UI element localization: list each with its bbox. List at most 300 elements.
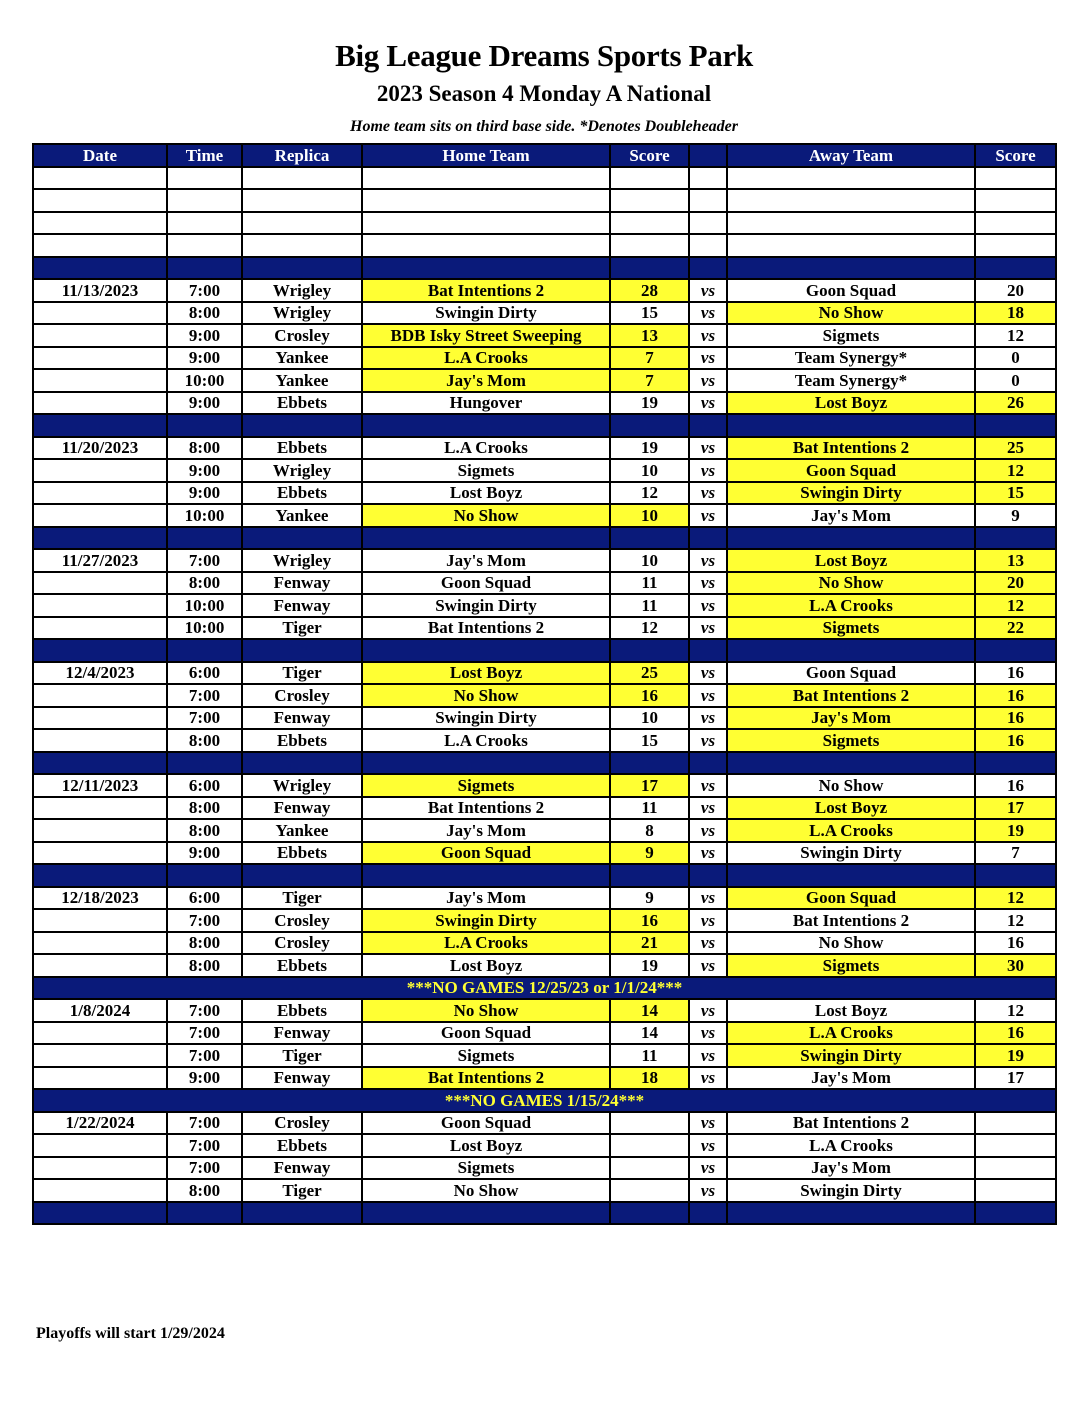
away-team: Sigmets	[727, 617, 975, 640]
empty-cell	[242, 257, 362, 280]
empty-cell	[33, 1202, 167, 1225]
empty-cell	[975, 414, 1056, 437]
game-date	[33, 1044, 167, 1067]
away-score: 16	[975, 684, 1056, 707]
home-score: 15	[610, 729, 689, 752]
game-row	[33, 1134, 1056, 1157]
game-replica-field: Wrigley	[242, 279, 362, 302]
game-replica-field: Fenway	[242, 797, 362, 820]
home-score: 7	[610, 347, 689, 370]
home-score: 16	[610, 909, 689, 932]
away-team: Lost Boyz	[727, 797, 975, 820]
empty-cell	[975, 257, 1056, 280]
empty-cell	[362, 189, 610, 212]
vs-label: vs	[689, 774, 727, 797]
game-time: 7:00	[167, 1044, 242, 1067]
separator-row	[33, 1202, 1056, 1225]
no-games-banner: ***NO GAMES 1/15/24***	[33, 1089, 1056, 1112]
game-row	[33, 392, 1056, 415]
game-date: 11/20/2023	[33, 437, 167, 460]
game-time: 7:00	[167, 1157, 242, 1180]
empty-cell	[33, 527, 167, 550]
game-time: 8:00	[167, 954, 242, 977]
empty-cell	[610, 639, 689, 662]
empty-cell	[689, 257, 727, 280]
empty-cell	[689, 189, 727, 212]
separator-row	[33, 639, 1056, 662]
game-date	[33, 707, 167, 730]
empty-cell	[242, 212, 362, 235]
away-team: Sigmets	[727, 729, 975, 752]
vs-label: vs	[689, 572, 727, 595]
away-team: L.A Crooks	[727, 819, 975, 842]
empty-cell	[610, 167, 689, 190]
home-score: 21	[610, 932, 689, 955]
game-date	[33, 842, 167, 865]
no-games-banner-row	[33, 977, 1056, 1000]
home-team: L.A Crooks	[362, 437, 610, 460]
vs-label: vs	[689, 504, 727, 527]
game-row	[33, 437, 1056, 460]
vs-label: vs	[689, 1044, 727, 1067]
away-team: Jay's Mom	[727, 1067, 975, 1090]
away-score	[975, 1134, 1056, 1157]
page-subtitle: 2023 Season 4 Monday A National	[376, 81, 712, 106]
empty-cell	[610, 414, 689, 437]
home-team: No Show	[362, 504, 610, 527]
empty-cell	[167, 257, 242, 280]
away-score: 22	[975, 617, 1056, 640]
game-date: 11/27/2023	[33, 549, 167, 572]
game-replica-field: Tiger	[242, 887, 362, 910]
game-replica-field: Yankee	[242, 504, 362, 527]
blank-row	[33, 234, 1056, 257]
game-time: 9:00	[167, 324, 242, 347]
vs-label: vs	[689, 1067, 727, 1090]
home-team: Bat Intentions 2	[362, 1067, 610, 1090]
empty-cell	[242, 752, 362, 775]
vs-label: vs	[689, 302, 727, 325]
empty-cell	[689, 212, 727, 235]
home-team: No Show	[362, 1179, 610, 1202]
empty-cell	[33, 212, 167, 235]
vs-label: vs	[689, 482, 727, 505]
empty-cell	[167, 752, 242, 775]
home-score: 14	[610, 999, 689, 1022]
game-row	[33, 324, 1056, 347]
empty-cell	[727, 752, 975, 775]
away-team: Goon Squad	[727, 279, 975, 302]
empty-cell	[242, 864, 362, 887]
game-row	[33, 887, 1056, 910]
game-row	[33, 774, 1056, 797]
away-score: 12	[975, 887, 1056, 910]
home-score	[610, 1157, 689, 1180]
away-team: L.A Crooks	[727, 594, 975, 617]
game-time: 7:00	[167, 549, 242, 572]
game-date	[33, 797, 167, 820]
empty-cell	[167, 864, 242, 887]
away-score: 9	[975, 504, 1056, 527]
away-team: Lost Boyz	[727, 392, 975, 415]
away-team: Jay's Mom	[727, 504, 975, 527]
home-team: Jay's Mom	[362, 549, 610, 572]
header-row	[33, 144, 1056, 167]
away-score: 26	[975, 392, 1056, 415]
away-team: Team Synergy*	[727, 347, 975, 370]
empty-cell	[727, 257, 975, 280]
playoffs-note: Playoffs will start 1/29/2024	[36, 1325, 225, 1342]
home-team: Swingin Dirty	[362, 302, 610, 325]
game-row	[33, 594, 1056, 617]
away-team: L.A Crooks	[727, 1022, 975, 1045]
game-replica-field: Ebbets	[242, 482, 362, 505]
game-replica-field: Tiger	[242, 617, 362, 640]
vs-label: vs	[689, 819, 727, 842]
game-time: 7:00	[167, 1134, 242, 1157]
game-time: 9:00	[167, 482, 242, 505]
game-time: 7:00	[167, 279, 242, 302]
game-replica-field: Fenway	[242, 1157, 362, 1180]
game-row	[33, 932, 1056, 955]
home-team: L.A Crooks	[362, 347, 610, 370]
game-date: 1/22/2024	[33, 1112, 167, 1135]
game-replica-field: Crosley	[242, 909, 362, 932]
away-team: Jay's Mom	[727, 707, 975, 730]
game-time: 6:00	[167, 774, 242, 797]
vs-label: vs	[689, 684, 727, 707]
game-replica-field: Yankee	[242, 369, 362, 392]
away-score: 16	[975, 932, 1056, 955]
home-team: L.A Crooks	[362, 729, 610, 752]
game-replica-field: Wrigley	[242, 774, 362, 797]
home-team: Goon Squad	[362, 572, 610, 595]
home-team: Jay's Mom	[362, 887, 610, 910]
empty-cell	[975, 864, 1056, 887]
away-team: No Show	[727, 932, 975, 955]
home-score: 14	[610, 1022, 689, 1045]
game-replica-field: Wrigley	[242, 302, 362, 325]
empty-cell	[727, 1202, 975, 1225]
home-team: Jay's Mom	[362, 819, 610, 842]
empty-cell	[975, 189, 1056, 212]
vs-label: vs	[689, 1022, 727, 1045]
game-time: 9:00	[167, 347, 242, 370]
game-row	[33, 1022, 1056, 1045]
game-date	[33, 459, 167, 482]
page-title: Big League Dreams Sports Park	[335, 38, 753, 73]
game-replica-field: Crosley	[242, 684, 362, 707]
home-score: 17	[610, 774, 689, 797]
home-team: Jay's Mom	[362, 369, 610, 392]
empty-cell	[975, 167, 1056, 190]
vs-label: vs	[689, 887, 727, 910]
game-date	[33, 392, 167, 415]
vs-label: vs	[689, 707, 727, 730]
empty-cell	[33, 167, 167, 190]
home-score: 7	[610, 369, 689, 392]
game-date: 12/4/2023	[33, 662, 167, 685]
home-team: Lost Boyz	[362, 662, 610, 685]
home-team: No Show	[362, 999, 610, 1022]
game-replica-field: Ebbets	[242, 999, 362, 1022]
game-time: 7:00	[167, 999, 242, 1022]
empty-cell	[167, 234, 242, 257]
empty-cell	[33, 234, 167, 257]
empty-cell	[242, 167, 362, 190]
game-row	[33, 707, 1056, 730]
home-score: 19	[610, 437, 689, 460]
away-score: 16	[975, 707, 1056, 730]
home-score: 10	[610, 504, 689, 527]
away-team: No Show	[727, 302, 975, 325]
vs-label: vs	[689, 1134, 727, 1157]
game-row	[33, 819, 1056, 842]
away-score: 12	[975, 459, 1056, 482]
game-row	[33, 999, 1056, 1022]
col-home-team-header: Home Team	[362, 144, 610, 167]
home-team: Bat Intentions 2	[362, 617, 610, 640]
game-date	[33, 684, 167, 707]
game-replica-field: Yankee	[242, 819, 362, 842]
away-team: Bat Intentions 2	[727, 684, 975, 707]
vs-label: vs	[689, 932, 727, 955]
home-score: 12	[610, 617, 689, 640]
away-score: 18	[975, 302, 1056, 325]
home-score: 18	[610, 1067, 689, 1090]
game-date	[33, 1157, 167, 1180]
game-time: 8:00	[167, 729, 242, 752]
separator-row	[33, 257, 1056, 280]
home-score: 15	[610, 302, 689, 325]
empty-cell	[362, 257, 610, 280]
home-team: Sigmets	[362, 1044, 610, 1067]
empty-cell	[167, 1202, 242, 1225]
empty-cell	[167, 527, 242, 550]
empty-cell	[727, 189, 975, 212]
game-row	[33, 369, 1056, 392]
game-time: 8:00	[167, 797, 242, 820]
home-score: 9	[610, 887, 689, 910]
away-team: Sigmets	[727, 954, 975, 977]
col-vs-header	[689, 144, 727, 167]
game-date	[33, 594, 167, 617]
home-team: Swingin Dirty	[362, 594, 610, 617]
blank-row	[33, 212, 1056, 235]
home-score: 10	[610, 459, 689, 482]
away-team: Sigmets	[727, 324, 975, 347]
empty-cell	[167, 639, 242, 662]
home-team: No Show	[362, 684, 610, 707]
empty-cell	[975, 752, 1056, 775]
game-row	[33, 662, 1056, 685]
empty-cell	[167, 414, 242, 437]
game-row	[33, 279, 1056, 302]
game-row	[33, 1112, 1056, 1135]
game-date	[33, 369, 167, 392]
home-score: 16	[610, 684, 689, 707]
empty-cell	[167, 167, 242, 190]
col-replica-header: Replica	[242, 144, 362, 167]
home-team: Sigmets	[362, 459, 610, 482]
game-date	[33, 617, 167, 640]
away-team: Bat Intentions 2	[727, 437, 975, 460]
empty-cell	[975, 234, 1056, 257]
away-team: Swingin Dirty	[727, 1179, 975, 1202]
game-replica-field: Ebbets	[242, 954, 362, 977]
game-replica-field: Ebbets	[242, 729, 362, 752]
empty-cell	[689, 752, 727, 775]
empty-cell	[727, 639, 975, 662]
game-replica-field: Crosley	[242, 324, 362, 347]
away-score	[975, 1157, 1056, 1180]
empty-cell	[610, 752, 689, 775]
game-date	[33, 909, 167, 932]
game-row	[33, 549, 1056, 572]
empty-cell	[689, 639, 727, 662]
away-team: Swingin Dirty	[727, 842, 975, 865]
blank-row	[33, 189, 1056, 212]
game-row	[33, 842, 1056, 865]
empty-cell	[362, 1202, 610, 1225]
away-score: 16	[975, 729, 1056, 752]
empty-cell	[33, 639, 167, 662]
home-score: 10	[610, 707, 689, 730]
separator-row	[33, 864, 1056, 887]
empty-cell	[362, 864, 610, 887]
col-date-header: Date	[33, 144, 167, 167]
vs-label: vs	[689, 347, 727, 370]
away-team: Jay's Mom	[727, 1157, 975, 1180]
empty-cell	[242, 234, 362, 257]
col-away-score-header: Score	[975, 144, 1056, 167]
vs-label: vs	[689, 729, 727, 752]
game-date	[33, 819, 167, 842]
home-team: Bat Intentions 2	[362, 797, 610, 820]
schedule-body	[33, 167, 1056, 1225]
vs-label: vs	[689, 662, 727, 685]
game-date	[33, 1067, 167, 1090]
away-score: 12	[975, 999, 1056, 1022]
away-team: Goon Squad	[727, 662, 975, 685]
vs-label: vs	[689, 324, 727, 347]
game-replica-field: Fenway	[242, 1022, 362, 1045]
empty-cell	[975, 1202, 1056, 1225]
home-score	[610, 1179, 689, 1202]
home-score: 13	[610, 324, 689, 347]
empty-cell	[610, 1202, 689, 1225]
vs-label: vs	[689, 842, 727, 865]
game-date	[33, 572, 167, 595]
game-date: 1/8/2024	[33, 999, 167, 1022]
home-team: Goon Squad	[362, 1022, 610, 1045]
game-row	[33, 1044, 1056, 1067]
game-time: 8:00	[167, 1179, 242, 1202]
empty-cell	[242, 189, 362, 212]
game-date: 12/18/2023	[33, 887, 167, 910]
game-replica-field: Ebbets	[242, 842, 362, 865]
vs-label: vs	[689, 954, 727, 977]
empty-cell	[362, 234, 610, 257]
game-time: 7:00	[167, 707, 242, 730]
game-time: 8:00	[167, 932, 242, 955]
away-score: 20	[975, 572, 1056, 595]
home-score: 11	[610, 797, 689, 820]
empty-cell	[33, 257, 167, 280]
game-time: 7:00	[167, 1022, 242, 1045]
vs-label: vs	[689, 594, 727, 617]
empty-cell	[242, 1202, 362, 1225]
game-time: 8:00	[167, 819, 242, 842]
separator-row	[33, 414, 1056, 437]
game-replica-field: Ebbets	[242, 437, 362, 460]
away-score: 17	[975, 1067, 1056, 1090]
game-replica-field: Fenway	[242, 707, 362, 730]
home-team: Hungover	[362, 392, 610, 415]
home-score: 19	[610, 954, 689, 977]
game-date	[33, 954, 167, 977]
home-team: Lost Boyz	[362, 1134, 610, 1157]
vs-label: vs	[689, 279, 727, 302]
home-team: Sigmets	[362, 774, 610, 797]
empty-cell	[727, 167, 975, 190]
empty-cell	[689, 414, 727, 437]
game-time: 9:00	[167, 1067, 242, 1090]
empty-cell	[33, 752, 167, 775]
game-row	[33, 572, 1056, 595]
empty-cell	[727, 527, 975, 550]
away-team: Lost Boyz	[727, 999, 975, 1022]
game-date	[33, 482, 167, 505]
empty-cell	[610, 189, 689, 212]
home-score	[610, 1112, 689, 1135]
game-replica-field: Tiger	[242, 1179, 362, 1202]
empty-cell	[689, 167, 727, 190]
game-time: 8:00	[167, 572, 242, 595]
game-date	[33, 1134, 167, 1157]
away-score	[975, 1179, 1056, 1202]
game-row	[33, 302, 1056, 325]
away-score: 12	[975, 909, 1056, 932]
game-row	[33, 909, 1056, 932]
game-replica-field: Fenway	[242, 572, 362, 595]
away-team: Swingin Dirty	[727, 1044, 975, 1067]
game-time: 7:00	[167, 909, 242, 932]
away-score	[975, 1112, 1056, 1135]
away-team: L.A Crooks	[727, 1134, 975, 1157]
game-time: 10:00	[167, 369, 242, 392]
game-date	[33, 347, 167, 370]
empty-cell	[610, 212, 689, 235]
no-games-banner-row	[33, 1089, 1056, 1112]
game-replica-field: Fenway	[242, 594, 362, 617]
game-time: 7:00	[167, 684, 242, 707]
empty-cell	[362, 414, 610, 437]
empty-cell	[167, 189, 242, 212]
game-replica-field: Tiger	[242, 1044, 362, 1067]
away-score: 13	[975, 549, 1056, 572]
game-time: 7:00	[167, 1112, 242, 1135]
empty-cell	[362, 752, 610, 775]
game-date	[33, 504, 167, 527]
game-time: 9:00	[167, 459, 242, 482]
game-time: 6:00	[167, 887, 242, 910]
game-time: 9:00	[167, 842, 242, 865]
home-score: 9	[610, 842, 689, 865]
game-date	[33, 932, 167, 955]
empty-cell	[975, 212, 1056, 235]
empty-cell	[610, 864, 689, 887]
